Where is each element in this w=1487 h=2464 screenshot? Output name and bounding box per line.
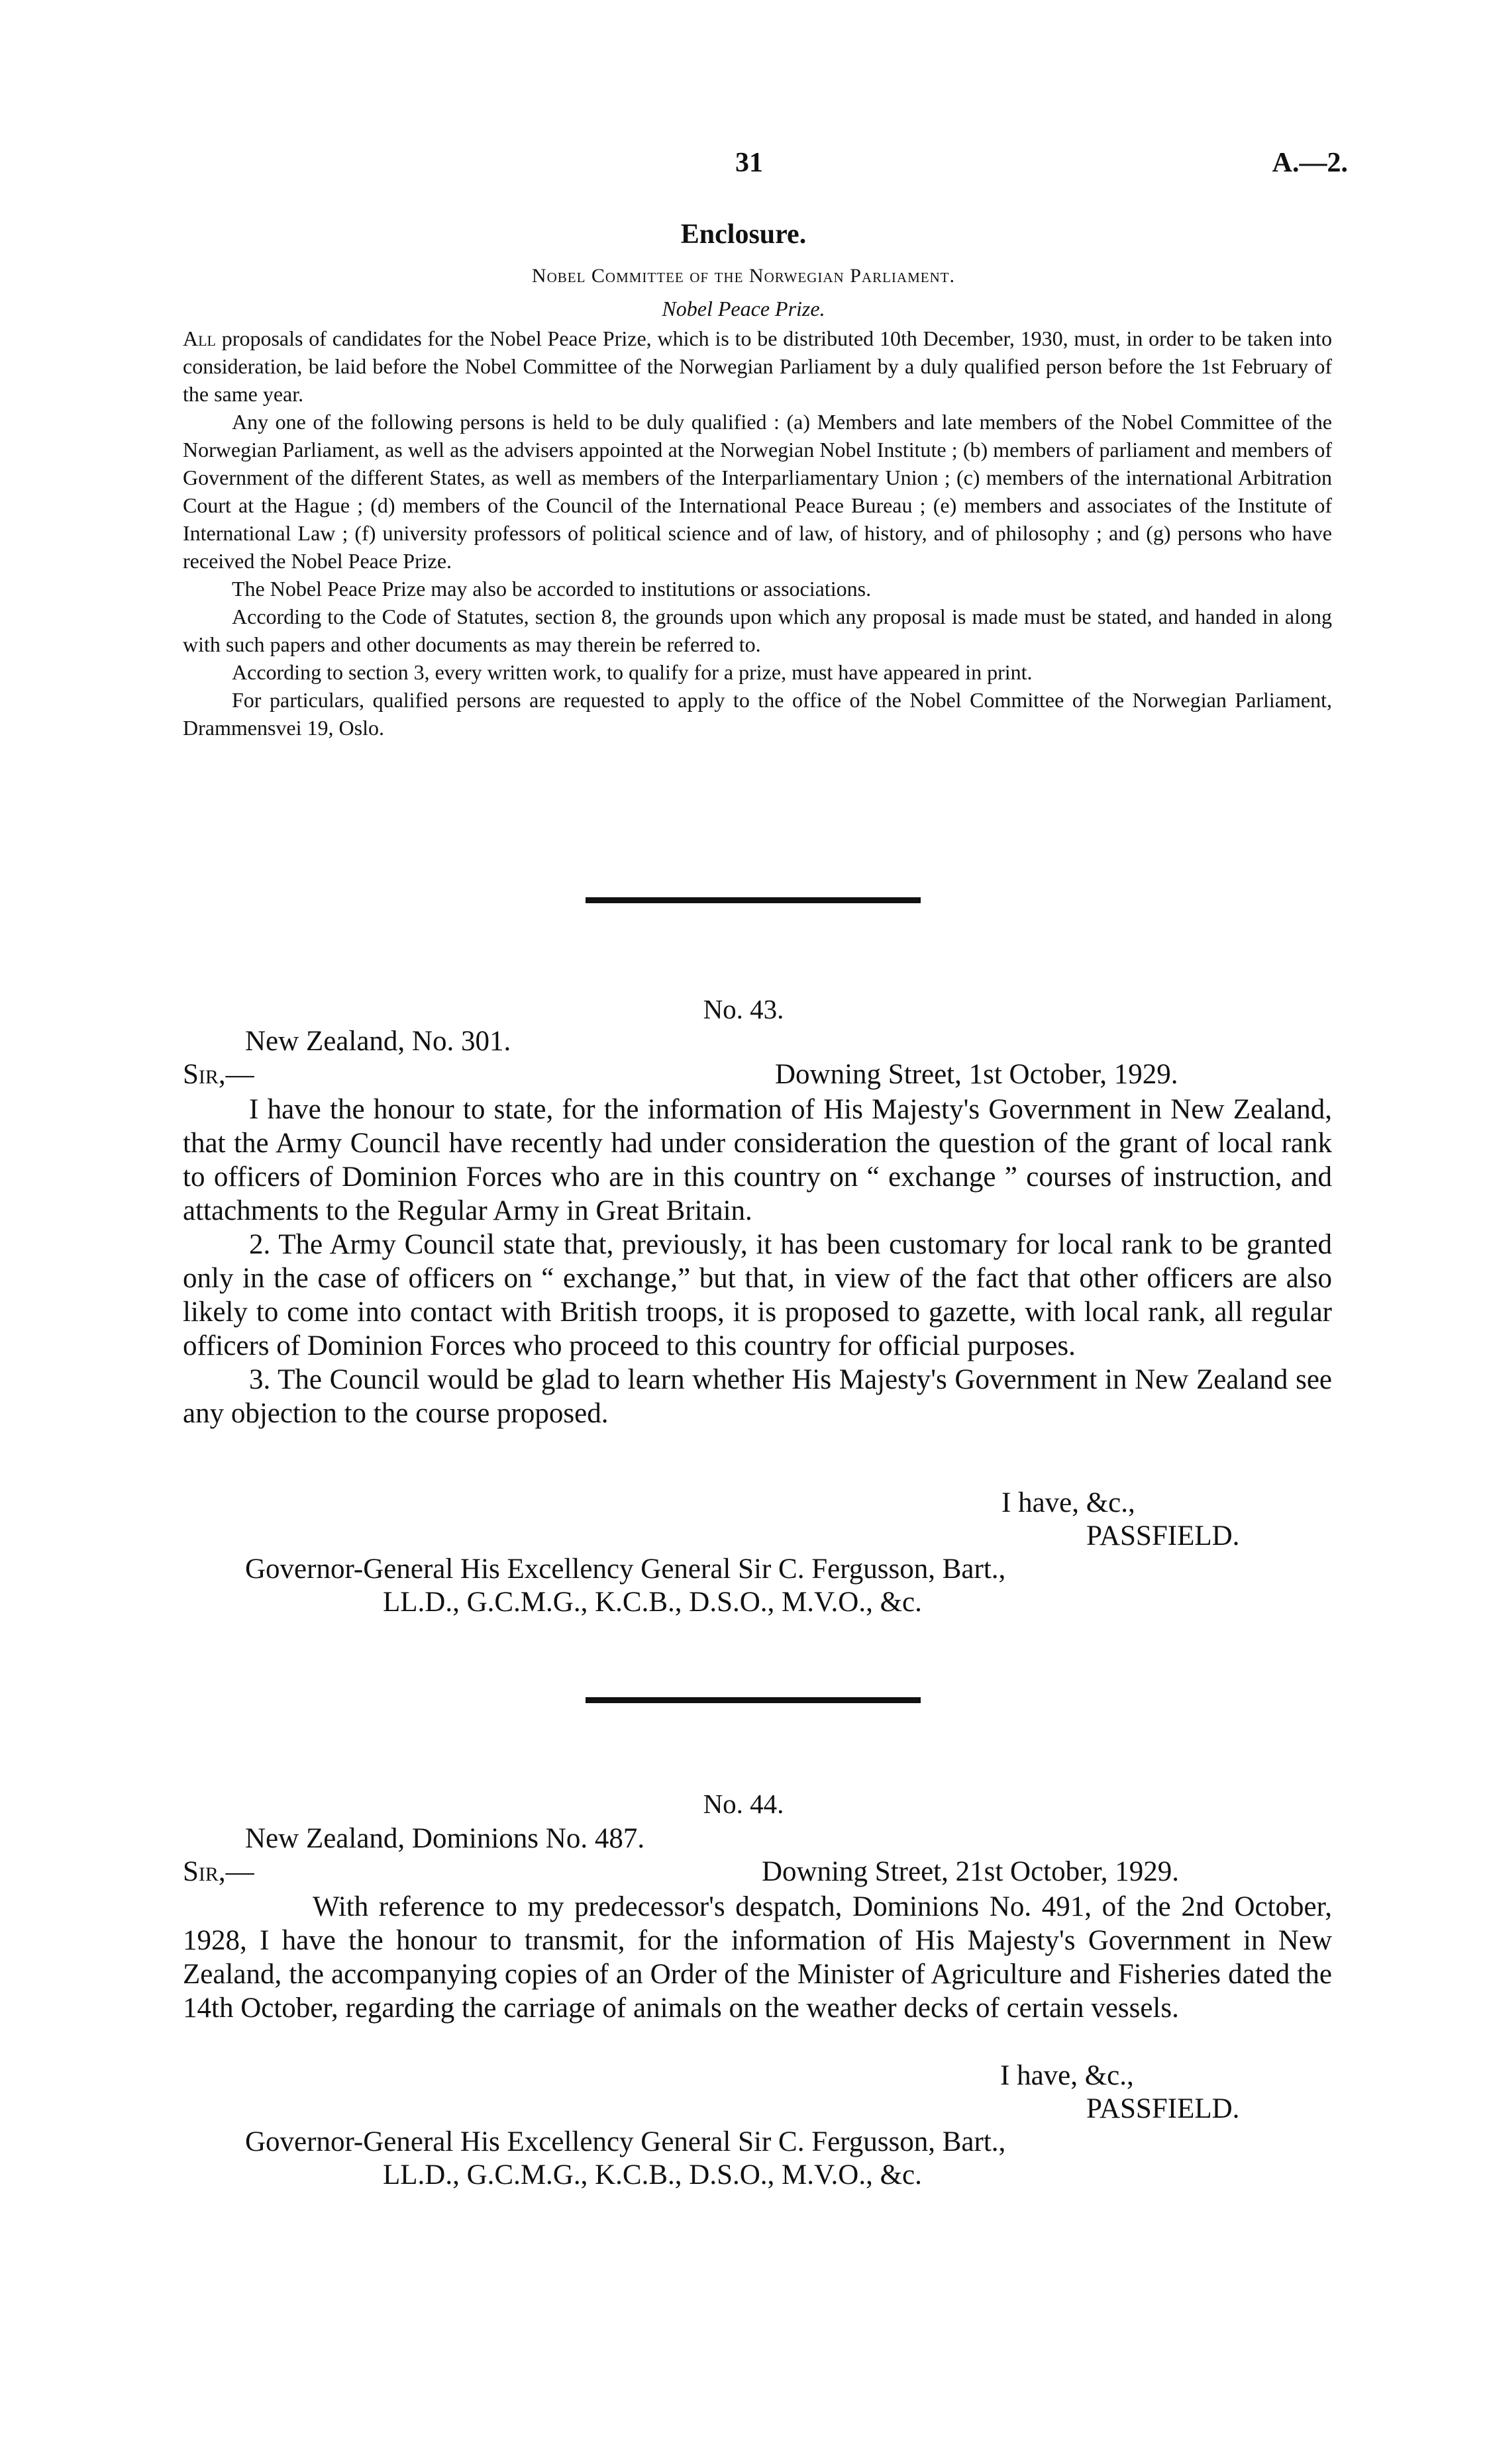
enclosure-heading: Nobel Peace Prize.: [662, 297, 825, 320]
letter-44-signature: PASSFIELD.: [1086, 2093, 1240, 2124]
letter-43-paragraph-2: 2. The Army Council state that, previously, it has been customary for local rank to be granted only in the case of officers on “ exchange,” but that, in view of the fact that other officers are also likely to come into contact with British troops, it is proposed to gazette, with local rank, all regular officers of Dominion Forces who proceed to this country for official purposes.: [183, 1229, 1332, 1361]
letter-44-salutation: Sir,—: [183, 1856, 254, 1887]
letter-43-addressee-line-1: Governor-General His Excellency General Sir C. Fergusson, Bart.,: [245, 1553, 1006, 1585]
letter-43-place-date: Downing Street, 1st October, 1929.: [775, 1059, 1178, 1090]
letter-44-closing: I have, &c.,: [1000, 2060, 1134, 2091]
enclosure-paragraph-5: According to section 3, every written work, to qualify for a prize, must have appeared in print.: [232, 660, 1033, 684]
letter-44-body: [183, 1890, 1332, 2025]
enclosure-subtitle: Nobel Committee of the Norwegian Parliament.: [531, 265, 956, 287]
letter-43-number: No. 43.: [703, 994, 784, 1024]
enclosure-paragraph-2: Any one of the following persons is held to be duly qualified : (a) Members and late members of the Nobel Committee of the Norwegian Parliament, as well as the advisers appointed at the Norwegian Nobel Institute ; (b) members of parliament and members of Government of the different States, as well as members of the Interparliamentary Union ; (c) members of the international Arbitration Court at the Hague ; (d) members of the Council of the International Peace Bureau ; (e) members and associates of the Institute of International Law ; (f) university professors of political science and of law, of history, and of philosophy ; and (g) persons who have received the Nobel Peace Prize.: [183, 410, 1332, 573]
enclosure-paragraph-4: According to the Code of Statutes, section 8, the grounds upon which any proposal is made must be stated, and handed in along with such papers and other documents as may therein be referred to.: [183, 605, 1332, 656]
letter-44-paragraph-1: With reference to my predecessor's despatch, Dominions No. 491, of the 2nd October, 1928, I have the honour to transmit, for the information of His Majesty's Government in New Zealand, the accompanying copies of an Order of the Minister of Agriculture and Fisheries dated the 14th October, regarding the carriage of animals on the weather decks of certain vessels.: [183, 1891, 1332, 2024]
letter-43-paragraph-1: I have the honour to state, for the information of His Majesty's Government in New Zealand, that the Army Council have recently had under consideration the question of the grant of local rank to officers of Dominion Forces who are in this country on “ exchange ” courses of instruction, and attachments to the Regular Army in Great Britain.: [183, 1094, 1332, 1226]
document-reference: A.—2.: [1272, 148, 1348, 178]
letter-43-body: [183, 1093, 1332, 1430]
letter-43-paragraph-3: 3. The Council would be glad to learn whether His Majesty's Government in New Zealand see any objection to the course proposed.: [183, 1364, 1332, 1429]
letter-44-reference: New Zealand, Dominions No. 487.: [245, 1823, 645, 1854]
enclosure-paragraph-6: For particulars, qualified persons are requested to apply to the office of the Nobel Committee of the Norwegian Parliament, Drammensvei 19, Oslo.: [183, 688, 1332, 740]
section-divider: [586, 897, 921, 903]
section-divider: [586, 1697, 921, 1703]
enclosure-paragraph-3: The Nobel Peace Prize may also be accorded to institutions or associations.: [232, 577, 872, 601]
letter-44-addressee-line-2: LL.D., G.C.M.G., K.C.B., D.S.O., M.V.O., &c.: [383, 2159, 922, 2191]
letter-43-reference: New Zealand, No. 301.: [245, 1026, 511, 1057]
letter-44-addressee-line-1: Governor-General His Excellency General Sir C. Fergusson, Bart.,: [245, 2126, 1006, 2157]
enclosure-lead-word: All: [183, 326, 216, 350]
letter-43-closing: I have, &c.,: [1001, 1487, 1135, 1518]
letter-43-addressee-line-2: LL.D., G.C.M.G., K.C.B., D.S.O., M.V.O., &c.: [383, 1587, 922, 1618]
letter-43-signature: PASSFIELD.: [1086, 1520, 1240, 1552]
enclosure-body: [183, 324, 1332, 742]
letter-44-number: No. 44.: [703, 1789, 784, 1819]
enclosure-paragraph-1: [183, 324, 1332, 408]
enclosure-title: Enclosure.: [680, 219, 807, 250]
enclosure-paragraph-1-text: proposals of candidates for the Nobel Peace Prize, which is to be distributed 10th December, 1930, must, in order to be taken into consideration, be laid before the Nobel Committee of the Norwegian Parliament by a duly qualified person before the 1st February of the same year.: [183, 326, 1333, 406]
page-number: 31: [735, 148, 763, 178]
letter-44-place-date: Downing Street, 21st October, 1929.: [762, 1856, 1180, 1887]
letter-43-salutation: Sir,—: [183, 1059, 254, 1090]
